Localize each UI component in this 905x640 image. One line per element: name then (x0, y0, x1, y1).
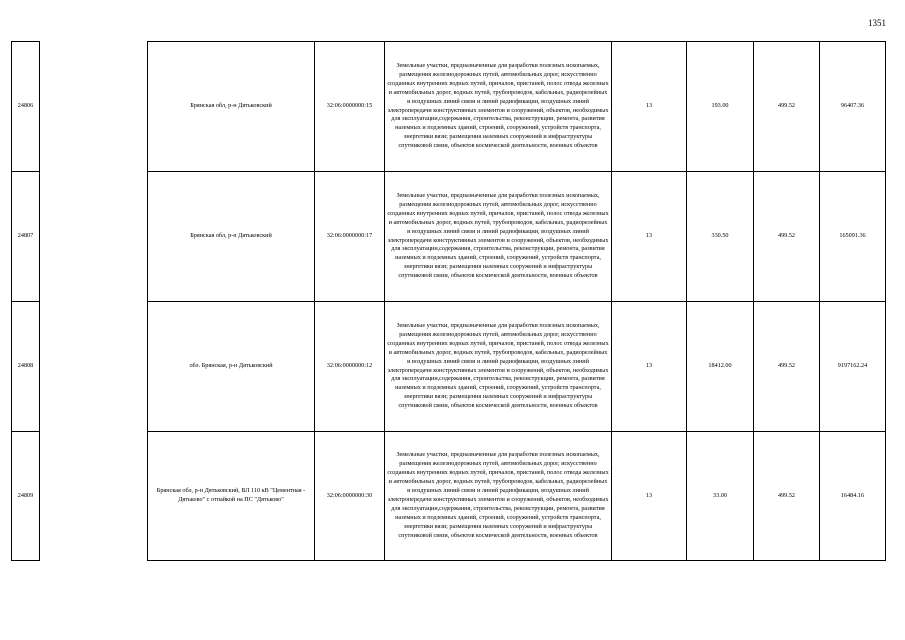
cell-area: 18412.00 (687, 302, 754, 432)
cell-location: Брянская обл, р-н Дятьковский (148, 42, 315, 172)
page-number: 1351 (868, 18, 886, 28)
table-row (12, 432, 886, 561)
cell-cadastral-number: 32:06:0000000:30 (315, 432, 385, 561)
cell-blank (40, 302, 148, 432)
cell-value: 9197162.24 (820, 302, 886, 432)
cell-number: 24809 (12, 432, 40, 561)
cell-cadastral-number: 32:06:0000000:17 (315, 172, 385, 302)
cell-number: 24807 (12, 172, 40, 302)
cell-rate: 499.52 (754, 432, 820, 561)
cell-land-purpose: Земельные участки, предназначенные для разработки полезных ископаемых, размещения железнодорожных путей, автомобильных дорог, искусственно созданных внутренних водных путей, причалов, пристаней, полос отвода железных и автомобильных дорог, водных путей, трубопроводов, кабельных, радиорелейных и воздушных линий связи и линий радиофикации, воздушных линий электропередачи конструктивных элементов и сооружений, объектов, необходимых для эксплуатации,содержания, строительства, реконструкции, ремонта, развития наземных и подземных зданий, строений, сооружений, устройств транспорта, энергетики вязи; размещения наземных сооружений и инфраструктуры спутниковой связи, объектов космической деятельности, военных объектов (385, 432, 612, 561)
cell-value: 96407.36 (820, 42, 886, 172)
cell-location: Брянская обл, р-н Дятьковский, ВЛ 110 кВ "Цементная - Дятьково" с отпайкой на ПС "Дятьково" (148, 432, 315, 561)
cell-blank (40, 432, 148, 561)
cell-location: обл. Брянская, р-н Дятьковский (148, 302, 315, 432)
cell-area: 33.00 (687, 432, 754, 561)
cell-number: 24808 (12, 302, 40, 432)
cell-location: Брянская обл, р-н Дятьковский (148, 172, 315, 302)
table-row (12, 42, 886, 172)
table-row (12, 172, 886, 302)
cell-cadastral-number: 32:06:0000000:12 (315, 302, 385, 432)
cell-area: 330.50 (687, 172, 754, 302)
table-row (12, 302, 886, 432)
cell-code: 13 (612, 42, 687, 172)
cell-land-purpose: Земельные участки, предназначенные для разработки полезных ископаемых, размещения железнодорожных путей, автомобильных дорог, искусственно созданных внутренних водных путей, причалов, пристаней, полос отвода железных и автомобильных дорог, водных путей, трубопроводов, кабельных, радиорелейных и воздушных линий связи и линий радиофикации, воздушных линий электропередачи конструктивных элементов и сооружений, объектов, необходимых для эксплуатации,содержания, строительства, реконструкции, ремонта, развития наземных и подземных зданий, строений, сооружений, устройств транспорта, энергетики вязи; размещения наземных сооружений и инфраструктуры спутниковой связи, объектов космической деятельности, военных объектов (385, 302, 612, 432)
cell-land-purpose: Земельные участки, предназначенные для разработки полезных ископаемых, размещения железнодорожных путей, автомобильных дорог, искусственно созданных внутренних водных путей, причалов, пристаней, полос отвода железных и автомобильных дорог, водных путей, трубопроводов, кабельных, радиорелейных и воздушных линий связи и линий радиофикации, воздушных линий электропередачи конструктивных элементов и сооружений, объектов, необходимых для эксплуатации,содержания, строительства, реконструкции, ремонта, развития наземных и подземных зданий, строений, сооружений, устройств транспорта, энергетики вязи; размещения наземных сооружений и инфраструктуры спутниковой связи, объектов космической деятельности, военных объектов (385, 172, 612, 302)
cell-code: 13 (612, 432, 687, 561)
cell-code: 13 (612, 172, 687, 302)
cell-blank (40, 42, 148, 172)
cell-number: 24806 (12, 42, 40, 172)
cell-blank (40, 172, 148, 302)
cell-rate: 499.52 (754, 172, 820, 302)
cell-value: 165091.36 (820, 172, 886, 302)
land-register-table (11, 41, 886, 561)
cell-cadastral-number: 32:06:0000000:15 (315, 42, 385, 172)
cell-land-purpose: Земельные участки, предназначенные для разработки полезных ископаемых, размещения железнодорожных путей, автомобильных дорог, искусственно созданных внутренних водных путей, причалов, пристаней, полос отвода железных и автомобильных дорог, водных путей, трубопроводов, кабельных, радиорелейных и воздушных линий связи и линий радиофикации, воздушных линий электропередачи конструктивных элементов и сооружений, объектов, необходимых для эксплуатации,содержания, строительства, реконструкции, ремонта, развития наземных и подземных зданий, строений, сооружений, устройств транспорта, энергетики вязи; размещения наземных сооружений и инфраструктуры спутниковой связи, объектов космической деятельности, военных объектов (385, 42, 612, 172)
cell-rate: 499.52 (754, 302, 820, 432)
cell-area: 193.00 (687, 42, 754, 172)
cell-value: 16484.16 (820, 432, 886, 561)
cell-code: 13 (612, 302, 687, 432)
cell-rate: 499.52 (754, 42, 820, 172)
